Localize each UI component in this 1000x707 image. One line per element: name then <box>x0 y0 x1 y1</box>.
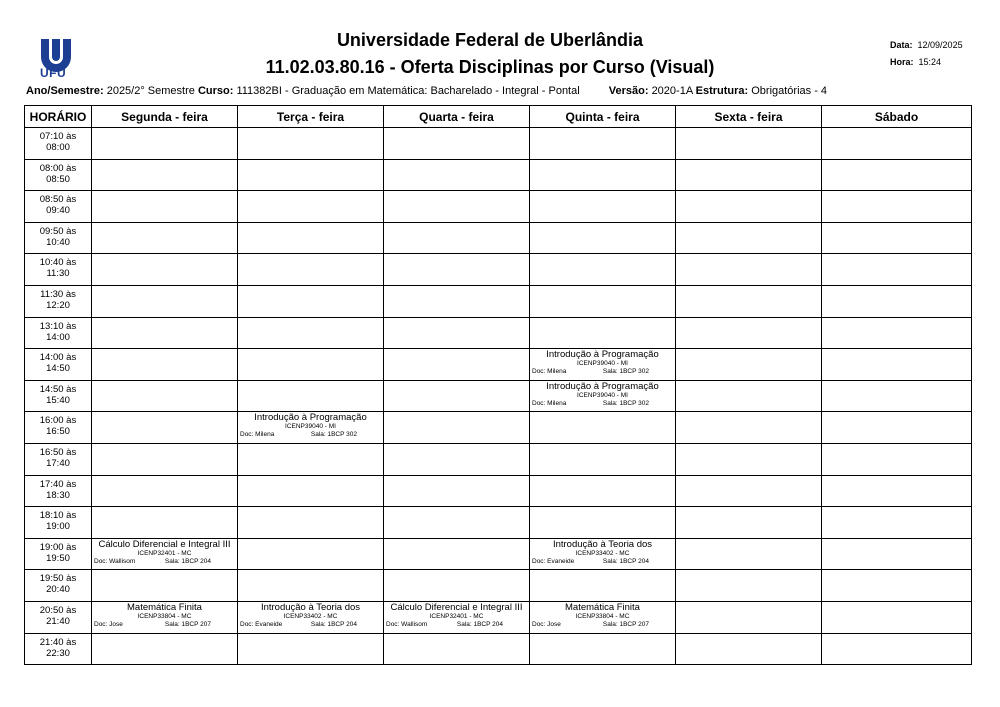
class-cell <box>530 349 676 381</box>
slot-cell <box>238 443 384 475</box>
time-end: 09:40 <box>46 205 70 217</box>
slot-cell <box>92 349 238 381</box>
slot-cell <box>822 380 972 412</box>
class-teacher: Doc: Jose <box>532 620 561 628</box>
slot-cell <box>676 254 822 286</box>
table-row <box>25 443 972 475</box>
slot-cell <box>384 128 530 160</box>
slot-cell <box>92 475 238 507</box>
slot-cell <box>530 254 676 286</box>
slot-cell <box>238 475 384 507</box>
class-room: Sala: 1BCP 302 <box>602 399 649 407</box>
slot-cell <box>530 443 676 475</box>
slot-cell <box>676 317 822 349</box>
slot-cell <box>676 570 822 602</box>
time-cell <box>25 538 92 570</box>
class-room: Sala: 1BCP 302 <box>602 368 649 376</box>
class-teacher: Doc: Evaneide <box>240 620 283 628</box>
class-teacher: Doc: Milena <box>532 368 567 376</box>
time-cell <box>25 601 92 633</box>
slot-cell <box>530 128 676 160</box>
schedule-body <box>25 128 972 665</box>
time-cell <box>25 222 92 254</box>
slot-cell <box>384 222 530 254</box>
time-end: 21:40 <box>46 615 70 627</box>
class-room: Sala: 1BCP 207 <box>602 620 649 628</box>
table-row <box>25 349 972 381</box>
slot-cell <box>822 349 972 381</box>
slot-cell <box>530 222 676 254</box>
class-room: Sala: 1BCP 302 <box>310 431 357 439</box>
class-block <box>238 602 383 633</box>
slot-cell <box>238 317 384 349</box>
time-cell <box>25 285 92 317</box>
class-cell <box>530 380 676 412</box>
slot-cell <box>822 191 972 223</box>
slot-cell <box>676 349 822 381</box>
slot-cell <box>822 254 972 286</box>
class-footer <box>238 431 383 439</box>
slot-cell <box>92 159 238 191</box>
time-start: 16:50 às <box>39 446 77 458</box>
time-end: 08:00 <box>46 142 70 153</box>
hour-meta: Hora: 15:24 <box>890 57 942 67</box>
col-sabado: Sábado <box>822 106 972 128</box>
slot-cell <box>238 128 384 160</box>
class-cell <box>238 412 384 444</box>
class-code: ICENP33402 - MC <box>283 612 338 620</box>
time-start: 19:00 às <box>39 541 77 553</box>
slot-cell <box>92 254 238 286</box>
slot-cell <box>384 443 530 475</box>
class-footer <box>92 621 237 629</box>
class-code: ICENP33804 - MC <box>575 612 630 620</box>
slot-cell <box>92 633 238 665</box>
slot-cell <box>530 507 676 539</box>
date-meta: Data: 12/09/2025 <box>890 40 963 50</box>
slot-cell <box>92 285 238 317</box>
slot-cell <box>676 191 822 223</box>
class-footer <box>384 621 529 629</box>
class-name: Cálculo Diferencial e Integral III <box>98 538 231 550</box>
table-row <box>25 601 972 633</box>
class-footer <box>238 621 383 629</box>
course-info: Ano/Semestre: 2025/2° Semestre Curso: 111382BI - Graduação em Matemática: Bacharelado - Integral - Pontal Versão: 2020-1A Estrutura: Obrigatórias - 4 <box>26 85 828 97</box>
table-row <box>25 222 972 254</box>
time-end: 16:50 <box>46 426 70 438</box>
time-end: 15:40 <box>46 394 70 406</box>
class-cell <box>384 601 530 633</box>
slot-cell <box>676 475 822 507</box>
header-row <box>25 106 972 128</box>
slot-cell <box>530 159 676 191</box>
class-cell <box>92 538 238 570</box>
table-row <box>25 285 972 317</box>
class-teacher: Doc: Wallisom <box>386 620 428 628</box>
slot-cell <box>822 475 972 507</box>
slot-cell <box>822 159 972 191</box>
class-block <box>92 602 237 633</box>
time-start: 14:00 às <box>39 352 77 364</box>
time-end: 14:00 <box>46 331 70 343</box>
slot-cell <box>676 222 822 254</box>
class-block <box>530 602 675 633</box>
slot-cell <box>238 285 384 317</box>
slot-cell <box>238 538 384 570</box>
class-name: Introdução à Programação <box>254 412 367 424</box>
slot-cell <box>384 538 530 570</box>
slot-cell <box>92 570 238 602</box>
class-name: Matemática Finita <box>565 601 640 613</box>
time-end: 17:40 <box>46 457 70 469</box>
time-start: 13:10 às <box>39 320 77 332</box>
class-room: Sala: 1BCP 204 <box>602 557 649 565</box>
table-row <box>25 191 972 223</box>
time-start: 17:40 às <box>39 478 77 490</box>
time-cell <box>25 191 92 223</box>
class-room: Sala: 1BCP 204 <box>164 557 211 565</box>
slot-cell <box>676 507 822 539</box>
time-end: 10:40 <box>46 236 70 248</box>
time-start: 09:50 às <box>39 225 77 237</box>
time-start: 14:50 às <box>39 383 77 395</box>
slot-cell <box>676 443 822 475</box>
slot-cell <box>92 443 238 475</box>
table-row <box>25 254 972 286</box>
time-cell <box>25 317 92 349</box>
slot-cell <box>676 380 822 412</box>
slot-cell <box>92 507 238 539</box>
slot-cell <box>92 191 238 223</box>
time-start: 11:30 às <box>40 288 76 300</box>
class-cell <box>92 601 238 633</box>
time-cell <box>25 159 92 191</box>
slot-cell <box>92 222 238 254</box>
slot-cell <box>238 570 384 602</box>
slot-cell <box>676 633 822 665</box>
time-start: 10:40 às <box>39 257 77 269</box>
time-cell <box>25 475 92 507</box>
table-row <box>25 317 972 349</box>
class-footer <box>530 400 675 408</box>
time-cell <box>25 570 92 602</box>
slot-cell <box>822 633 972 665</box>
time-end: 22:30 <box>46 647 70 659</box>
slot-cell <box>676 538 822 570</box>
time-end: 20:40 <box>46 584 70 596</box>
slot-cell <box>822 317 972 349</box>
class-name: Introdução à Teoria dos <box>260 601 361 613</box>
class-code: ICENP39040 - MI <box>285 423 336 431</box>
class-block <box>530 539 675 570</box>
class-code: ICENP33402 - MC <box>575 549 630 557</box>
slot-cell <box>822 570 972 602</box>
slot-cell <box>92 317 238 349</box>
time-start: 08:00 às <box>39 162 77 174</box>
class-block <box>238 412 383 443</box>
slot-cell <box>238 254 384 286</box>
time-cell <box>25 507 92 539</box>
slot-cell <box>384 412 530 444</box>
slot-cell <box>676 128 822 160</box>
slot-cell <box>92 380 238 412</box>
class-room: Sala: 1BCP 207 <box>164 620 211 628</box>
table-row <box>25 128 972 160</box>
slot-cell <box>822 507 972 539</box>
time-cell <box>25 349 92 381</box>
slot-cell <box>530 633 676 665</box>
class-name: Introdução à Programação <box>546 349 659 361</box>
slot-cell <box>384 285 530 317</box>
class-footer <box>530 558 675 566</box>
slot-cell <box>384 570 530 602</box>
time-end: 19:50 <box>46 552 70 564</box>
slot-cell <box>384 380 530 412</box>
class-block <box>384 602 529 633</box>
class-teacher: Doc: Wallisom <box>94 557 136 565</box>
slot-cell <box>822 538 972 570</box>
slot-cell <box>676 159 822 191</box>
slot-cell <box>676 412 822 444</box>
table-row <box>25 475 972 507</box>
slot-cell <box>530 412 676 444</box>
slot-cell <box>384 317 530 349</box>
time-start: 08:50 às <box>39 194 77 206</box>
slot-cell <box>676 285 822 317</box>
slot-cell <box>238 507 384 539</box>
class-cell <box>530 538 676 570</box>
slot-cell <box>238 380 384 412</box>
table-row <box>25 538 972 570</box>
class-code: ICENP32401 - MC <box>429 612 484 620</box>
class-teacher: Doc: Evaneide <box>532 557 575 565</box>
logo-text: UFU <box>40 66 67 80</box>
class-footer <box>92 558 237 566</box>
time-end: 18:30 <box>46 489 70 501</box>
time-cell <box>25 380 92 412</box>
table-row <box>25 570 972 602</box>
slot-cell <box>530 475 676 507</box>
time-end: 19:00 <box>46 521 70 533</box>
slot-cell <box>384 159 530 191</box>
table-row <box>25 159 972 191</box>
class-room: Sala: 1BCP 204 <box>310 620 357 628</box>
time-start: 18:10 às <box>39 510 77 522</box>
time-start: 07:10 às <box>39 131 77 142</box>
time-cell <box>25 254 92 286</box>
class-code: ICENP39040 - MI <box>577 360 628 368</box>
time-start: 20:50 às <box>39 604 77 616</box>
time-cell <box>25 633 92 665</box>
table-row <box>25 507 972 539</box>
slot-cell <box>676 601 822 633</box>
col-quinta: Quinta - feira <box>530 106 676 128</box>
class-name: Matemática Finita <box>127 601 202 613</box>
slot-cell <box>530 191 676 223</box>
class-block <box>92 539 237 570</box>
time-start: 21:40 às <box>39 636 77 648</box>
class-cell <box>238 601 384 633</box>
class-teacher: Doc: Milena <box>240 431 275 439</box>
col-segunda: Segunda - feira <box>92 106 238 128</box>
slot-cell <box>384 507 530 539</box>
table-row <box>25 633 972 665</box>
report-title: 11.02.03.80.16 - Oferta Disciplinas por Curso (Visual) <box>265 57 715 77</box>
col-terca: Terça - feira <box>238 106 384 128</box>
slot-cell <box>384 191 530 223</box>
slot-cell <box>238 159 384 191</box>
slot-cell <box>822 285 972 317</box>
col-quarta: Quarta - feira <box>384 106 530 128</box>
class-block <box>530 381 675 412</box>
slot-cell <box>384 633 530 665</box>
class-code: ICENP32401 - MC <box>137 549 192 557</box>
slot-cell <box>238 349 384 381</box>
class-footer <box>530 621 675 629</box>
slot-cell <box>530 285 676 317</box>
time-start: 19:50 às <box>39 573 77 585</box>
slot-cell <box>822 443 972 475</box>
time-end: 14:50 <box>46 363 70 375</box>
class-room: Sala: 1BCP 204 <box>456 620 503 628</box>
class-footer <box>530 368 675 376</box>
class-name: Introdução à Teoria dos <box>552 538 653 550</box>
slot-cell <box>822 222 972 254</box>
time-start: 16:00 às <box>39 415 77 427</box>
class-cell <box>530 601 676 633</box>
schedule-table <box>24 105 972 665</box>
slot-cell <box>384 254 530 286</box>
slot-cell <box>822 601 972 633</box>
time-cell <box>25 412 92 444</box>
slot-cell <box>530 570 676 602</box>
table-row <box>25 380 972 412</box>
university-title: Universidade Federal de Uberlândia <box>336 30 644 50</box>
slot-cell <box>530 317 676 349</box>
slot-cell <box>238 222 384 254</box>
slot-cell <box>822 412 972 444</box>
time-cell <box>25 443 92 475</box>
class-code: ICENP33804 - MC <box>137 612 192 620</box>
class-teacher: Doc: Milena <box>532 399 567 407</box>
time-end: 12:20 <box>46 299 70 311</box>
time-cell <box>25 128 92 160</box>
slot-cell <box>92 412 238 444</box>
class-code: ICENP39040 - MI <box>577 391 628 399</box>
time-end: 08:50 <box>46 173 70 185</box>
slot-cell <box>238 191 384 223</box>
table-row <box>25 412 972 444</box>
slot-cell <box>238 633 384 665</box>
slot-cell <box>384 475 530 507</box>
class-name: Introdução à Programação <box>546 380 659 392</box>
class-teacher: Doc: Jose <box>94 620 123 628</box>
col-horario: HORÁRIO <box>25 106 92 128</box>
class-block <box>530 349 675 380</box>
slot-cell <box>822 128 972 160</box>
col-sexta: Sexta - feira <box>676 106 822 128</box>
slot-cell <box>92 128 238 160</box>
class-name: Cálculo Diferencial e Integral III <box>390 601 523 613</box>
slot-cell <box>384 349 530 381</box>
time-end: 11:30 <box>46 268 70 280</box>
